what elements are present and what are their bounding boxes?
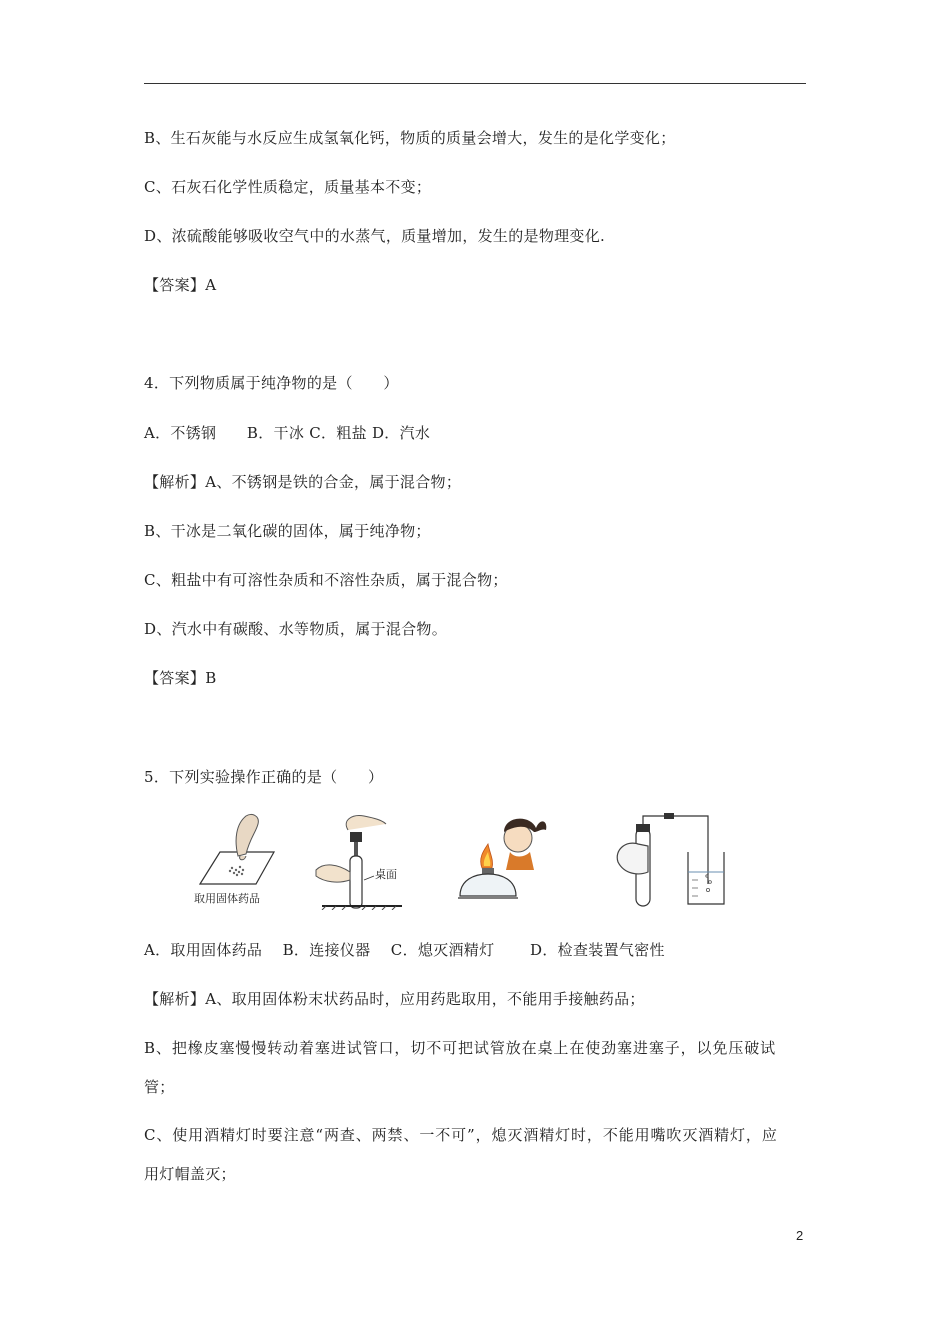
- text-line: D、汽水中有碳酸、水等物质，属于混合物。: [144, 620, 448, 638]
- figure-connect-apparatus: [312, 810, 408, 910]
- analysis-line: 【解析】A、取用固体粉末状药品时，应用药匙取用，不能用手接触药品；: [144, 990, 645, 1008]
- question-5-options: A．取用固体药品 B．连接仪器 C．熄灭酒精灯 D．检查装置气密性: [144, 941, 665, 959]
- text-line: B、干冰是二氧化碳的固体，属于纯净物；: [144, 522, 431, 540]
- figure-a-caption: 取用固体药品: [194, 893, 260, 905]
- text-line: C、石灰石化学性质稳定，质量基本不变；: [144, 178, 432, 196]
- answer-line: 【答案】A: [144, 276, 217, 294]
- text-line: C、使用酒精灯时要注意“两查、两禁、一不可”，熄灭酒精灯时，不能用嘴吹灭酒精灯，应: [144, 1126, 778, 1144]
- text-line: D、浓硫酸能够吸收空气中的水蒸气，质量增加，发生的是物理变化.: [144, 227, 606, 245]
- question-4-options: A．不锈钢 B．干冰 C．粗盐 D．汽水: [144, 424, 431, 442]
- figure-extinguish-lamp: [454, 810, 550, 910]
- figure-b-caption: 桌面: [375, 869, 397, 881]
- figure-check-airtightness: [612, 810, 728, 910]
- page-number: 2: [796, 1228, 804, 1243]
- analysis-line: 【解析】A、不锈钢是铁的合金，属于混合物；: [144, 473, 462, 491]
- text-line: B、把橡皮塞慢慢转动着塞进试管口，切不可把试管放在桌上在使劲塞进塞子，以免压破试: [144, 1039, 777, 1057]
- header-rule: [144, 83, 806, 84]
- text-line: C、粗盐中有可溶性杂质和不溶性杂质，属于混合物；: [144, 571, 508, 589]
- question-4: 4．下列物质属于纯净物的是（ ）: [144, 374, 399, 392]
- answer-line: 【答案】B: [144, 669, 217, 687]
- figure-take-solid: [194, 810, 284, 910]
- text-line: 管；: [144, 1078, 175, 1096]
- text-line: 用灯帽盖灭；: [144, 1165, 236, 1183]
- question-5: 5．下列实验操作正确的是（ ）: [144, 768, 384, 786]
- text-line: B、生石灰能与水反应生成氢氧化钙，物质的质量会增大，发生的是化学变化；: [144, 129, 676, 147]
